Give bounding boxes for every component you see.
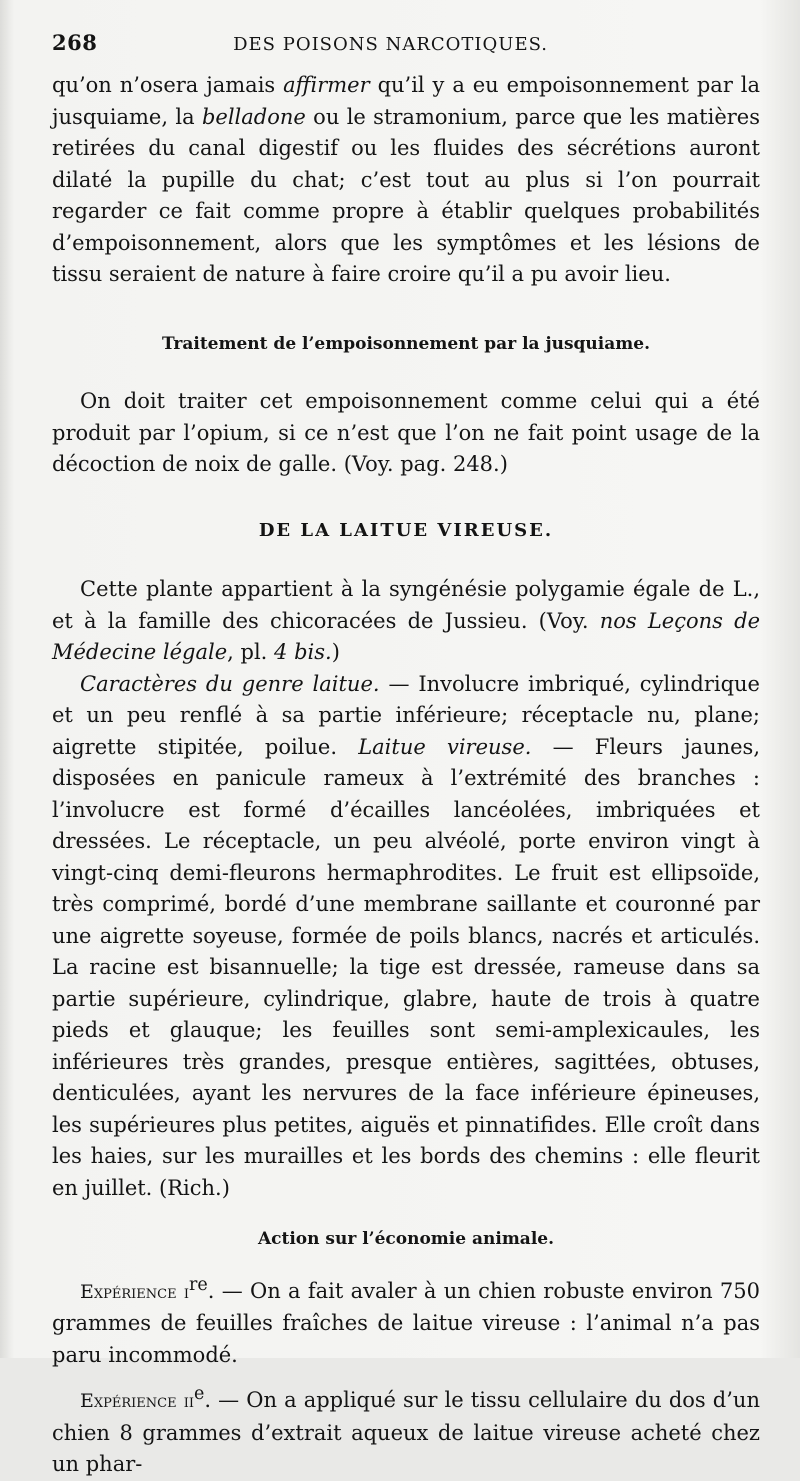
experience-label: Expérience [80, 1390, 177, 1412]
text-run: . — On a fait avaler à un chien robuste environ 750 grammes de feuilles fraîches de laitue vireuse : l’animal n’a pas paru incommodé. [52, 1278, 760, 1367]
text-run: ou le stramonium, parce que les matières retirées du canal digestif ou les fluides des sécrétions auront dilaté la pupille du chat; c’est tout au plus si l’on pourrait regarder ce fait comme propre à établir quelques probabilités d’empoisonnement, alors que les symptômes et les lésions de tissu seraient de nature à faire croire qu’il a pu avoir lieu. [52, 104, 761, 286]
chapter-heading-laitue: DE LA LAITUE VIREUSE. [258, 519, 554, 541]
page-number: 268 [52, 30, 98, 55]
text-run: Cette plante appartient à la syngénésie polygamie égale de L., et à la famille des chicoracées de Jussieu. (Voy. [52, 577, 760, 633]
text-run: . — On a appliqué sur le tissu cellulaire du dos d’un chien 8 grammes d’extrait aqueux de laitue vireuse acheté chez un phar- [52, 1388, 760, 1476]
text-run: qu’il y a eu empoisonnement par la jusquiame, la [52, 73, 760, 129]
paragraph-characters [52, 669, 760, 1205]
section-heading-action: Action sur l’économie animale. [257, 1229, 555, 1249]
experience-number: i [183, 1280, 190, 1303]
text-run-italic: 4 bis. [274, 640, 332, 664]
text-run: — Involucre imbriqué, cylindrique et un peu renflé à sa partie inférieure; réceptacle nu, plane; aigrette stipitée, poilue. [52, 671, 760, 759]
experience-ordinal: re [189, 1274, 208, 1295]
text-run-italic: nos Leçons de Médecine légale [52, 608, 761, 664]
paragraph-conclusion [52, 70, 760, 291]
spacer [52, 1371, 760, 1379]
running-title: DES POISONS NARCOTIQUES. [233, 34, 548, 55]
section-heading-traitement: Traitement de l’empoisonnement par la jusquiame. [161, 333, 650, 354]
experience-ordinal: e [193, 1384, 205, 1404]
paragraph-experience-2 [52, 1379, 760, 1481]
paragraph-experience-1 [52, 1270, 760, 1372]
text-run-italic: belladone [201, 104, 306, 129]
text-run-italic: Caractères du genre laitue. [80, 671, 380, 696]
paragraph-traitement: On doit traiter cet empoisonnement comme celui qui a été produit par l’opium, si ce n’est que l’on ne fait point usage de la décoction de noix de galle. (Voy. pag. 248.) [52, 389, 760, 476]
text-run-italic: affirmer [283, 73, 370, 97]
text-run: qu’on n’osera jamais [52, 73, 284, 97]
text-run-italic: Laitue vireuse. [358, 734, 532, 759]
experience-label: Expérience [80, 1280, 177, 1303]
page-body [52, 70, 760, 1481]
text-run: , pl. [227, 640, 275, 664]
page-header [52, 30, 760, 70]
paragraph-classification [52, 574, 760, 669]
experience-number: ii [183, 1390, 194, 1412]
text-run: — Fleurs jaunes, disposées en panicule rameux à l’extrémité des branches : l’involucre est formé d’écailles lancéolées, imbriquées et dressées. Le réceptacle, un peu alvéolé, porte environ vingt à vingt-cinq demi-fleurons hermaphrodites. Le fruit est ellipsoïde, très comprimé, bordé d’une membrane saillante et couronné par une aigrette soyeuse, formée de poils blancs, nacrés et articulés. La racine est bisannuelle; la tige est dressée, rameuse dans sa partie supérieure, cylindrique, glabre, haute de trois à quatre pieds et glauque; les feuilles sont semi-amplexicaules, les inférieures très grandes, presque entières, sagittées, obtuses, denticulées, ayant les nervures de la face inférieure épineuses, les supérieures plus petites, aiguës et pinnatifides. Elle croît dans les haies, sur les murailles et les bords des chemins : elle fleurit en juillet. (Rich.) [52, 734, 761, 1200]
text-run: ) [331, 640, 340, 664]
